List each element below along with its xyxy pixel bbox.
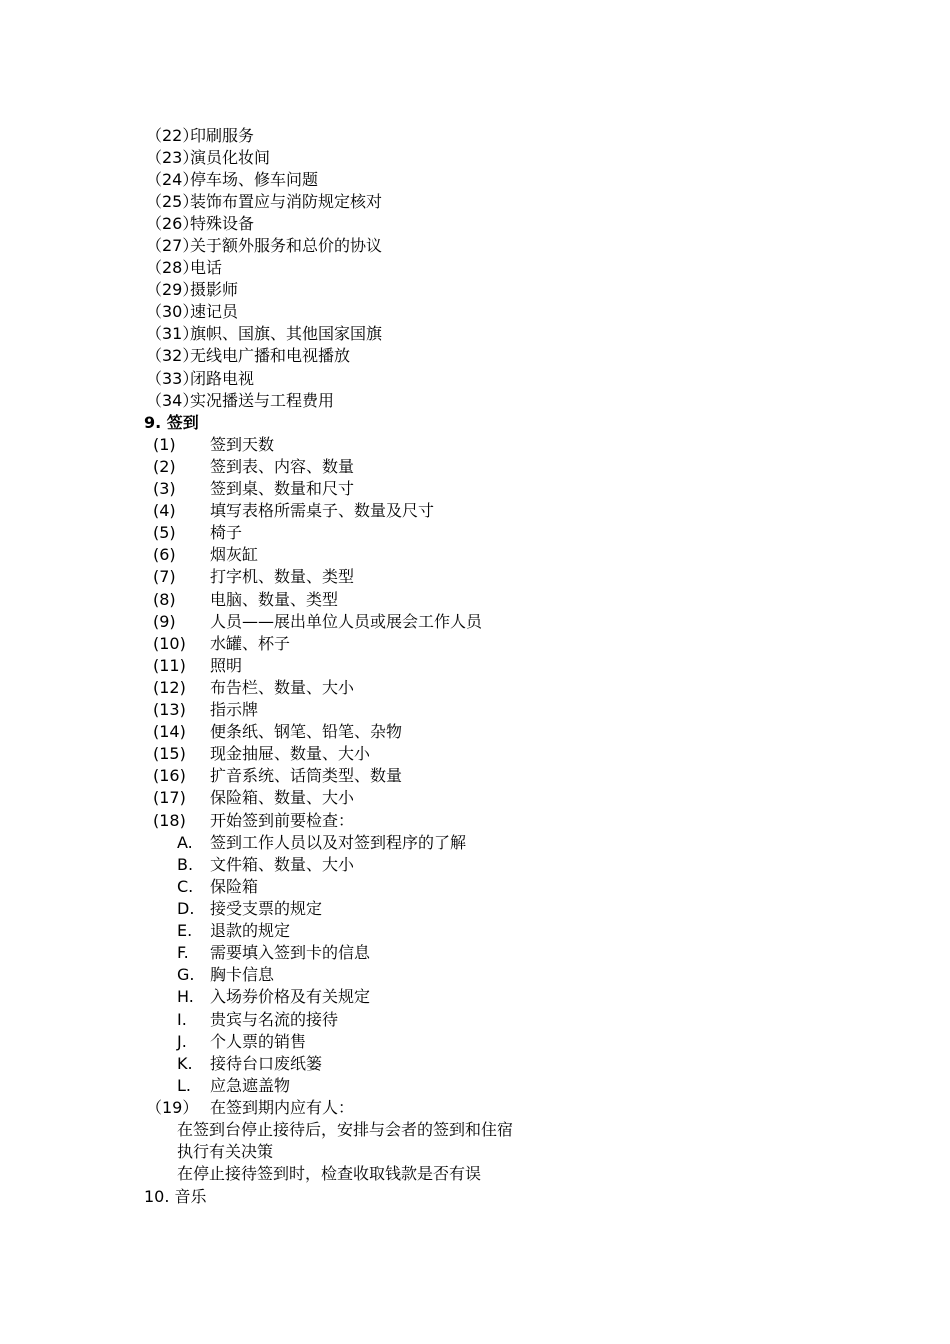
list-item: （24）停车场、修车问题 — [146, 170, 319, 189]
check-item: K. 接待台口废纸篓 — [177, 1054, 323, 1073]
list-item: （25）装饰布置应与消防规定核对 — [146, 192, 383, 211]
check-item: J. 个人票的销售 — [177, 1032, 307, 1051]
list-item: （22）印刷服务 — [146, 126, 255, 145]
section-heading: 10. 音乐 — [144, 1187, 207, 1206]
list-item: （29）摄影师 — [146, 280, 239, 299]
list-item: （26）特殊设备 — [146, 214, 255, 233]
list-item: （31）旗帜、国旗、其他国家国旗 — [146, 324, 383, 343]
list-item: （30）速记员 — [146, 302, 239, 321]
paragraph-line: 在签到台停止接待后，安排与会者的签到和住宿 — [177, 1120, 514, 1139]
check-item: C. 保险箱 — [177, 877, 259, 896]
list-item: (8) 电脑、数量、类型 — [153, 590, 339, 609]
list-item: (5) 椅子 — [153, 523, 243, 542]
check-item: B. 文件箱、数量、大小 — [177, 855, 355, 874]
list-item: （33）闭路电视 — [146, 369, 255, 388]
list-item: (15) 现金抽屉、数量、大小 — [153, 744, 371, 763]
check-item: I. 贵宾与名流的接待 — [177, 1010, 339, 1029]
list-item: (7) 打字机、数量、类型 — [153, 567, 355, 586]
list-item: (2) 签到表、内容、数量 — [153, 457, 355, 476]
check-item: A. 签到工作人员以及对签到程序的了解 — [177, 833, 467, 852]
list-item: (13) 指示牌 — [153, 700, 259, 719]
list-item: (12) 布告栏、数量、大小 — [153, 678, 355, 697]
check-item: G. 胸卡信息 — [177, 965, 275, 984]
list-item: （19） 在签到期内应有人： — [146, 1098, 355, 1117]
list-item: （27）关于额外服务和总价的协议 — [146, 236, 383, 255]
list-item: (4) 填写表格所需桌子、数量及尺寸 — [153, 501, 435, 520]
list-item: (9) 人员——展出单位人员或展会工作人员 — [153, 612, 483, 631]
list-item: (6) 烟灰缸 — [153, 545, 259, 564]
list-item: （32）无线电广播和电视播放 — [146, 346, 351, 365]
list-item: (10) 水罐、杯子 — [153, 634, 291, 653]
check-item: D. 接受支票的规定 — [177, 899, 323, 918]
list-item: (16) 扩音系统、话筒类型、数量 — [153, 766, 403, 785]
check-item: H. 入场券价格及有关规定 — [177, 987, 371, 1006]
list-item: (17) 保险箱、数量、大小 — [153, 788, 355, 807]
paragraph-line: 执行有关决策 — [177, 1142, 274, 1161]
paragraph-line: 在停止接待签到时，检查收取钱款是否有误 — [177, 1164, 482, 1183]
check-item: L. 应急遮盖物 — [177, 1076, 291, 1095]
list-item: (1) 签到天数 — [153, 435, 275, 454]
list-item: (14) 便条纸、钢笔、铅笔、杂物 — [153, 722, 403, 741]
list-item: (3) 签到桌、数量和尺寸 — [153, 479, 355, 498]
section-heading: 9. 签到 — [144, 413, 199, 432]
list-item: （34）实况播送与工程费用 — [146, 391, 335, 410]
check-item: F. 需要填入签到卡的信息 — [177, 943, 371, 962]
list-item: (18) 开始签到前要检查： — [153, 811, 355, 830]
list-item: （28）电话 — [146, 258, 223, 277]
list-item: (11) 照明 — [153, 656, 243, 675]
list-item: （23）演员化妆间 — [146, 148, 271, 167]
check-item: E. 退款的规定 — [177, 921, 291, 940]
